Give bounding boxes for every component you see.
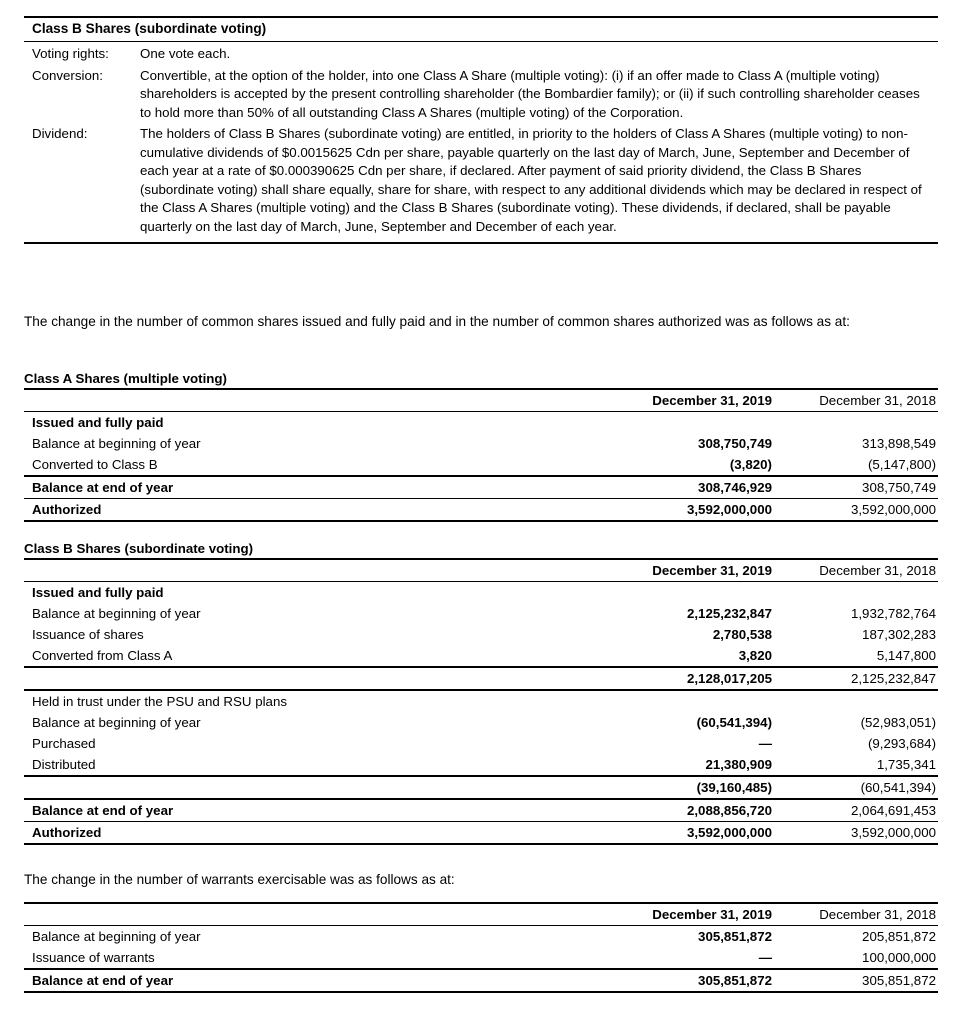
class-a-row-label-0: Issued and fully paid xyxy=(32,415,164,430)
warrants-header-blank xyxy=(24,903,598,926)
class-b-row-y1-3: 3,820 xyxy=(738,648,772,663)
table-row xyxy=(24,412,938,434)
definition-text-voting-rights: One vote each. xyxy=(140,46,231,61)
table-row xyxy=(24,799,938,822)
warrants-row-label-2: Balance at end of year xyxy=(24,969,598,992)
class-a-header-row xyxy=(24,389,938,412)
warrants-row-label-1: Issuance of warrants xyxy=(32,950,155,965)
warrants-row-label-0: Balance at beginning of year xyxy=(32,929,201,944)
class-b-row-y2-1: 1,932,782,764 xyxy=(850,606,936,621)
class-a-header-year2: December 31, 2018 xyxy=(776,389,938,412)
class-b-header-blank xyxy=(24,559,598,582)
definition-row-voting-rights xyxy=(24,45,938,64)
class-b-row-y2-6: (52,983,051) xyxy=(860,715,936,730)
class-a-row-y1-4: 3,592,000,000 xyxy=(598,499,776,522)
class-b-row-label-5: Held in trust under the PSU and RSU plans xyxy=(24,690,598,712)
class-b-header-row xyxy=(24,559,938,582)
class-b-table-caption: Class B Shares (subordinate voting) xyxy=(24,541,254,556)
definition-text-conversion: Convertible, at the option of the holder, into one Class A Share (multiple voting): (i) if an offer made to Class A (multiple voting) shareholders is accepted by the present controlling shareholder (the Bombardier family); or (ii) if such controlling shareholder ceases to hold more than 50% of all outstanding Class A Shares (multiple voting) of the Corporation. xyxy=(140,67,920,120)
warrants-row-y2-2: 305,851,872 xyxy=(776,969,938,992)
class-a-row-y1-0 xyxy=(598,412,776,434)
class-b-header-year2: December 31, 2018 xyxy=(776,559,938,582)
class-a-row-y1-1: 308,750,749 xyxy=(698,436,772,451)
class-b-definition-block xyxy=(24,16,938,244)
warrants-header-row xyxy=(24,903,938,926)
class-b-row-y1-10: 2,088,856,720 xyxy=(598,799,776,822)
class-a-header-year1: December 31, 2019 xyxy=(598,389,776,412)
class-b-row-y2-4: 2,125,232,847 xyxy=(776,667,938,690)
table-row xyxy=(24,822,938,845)
class-b-row-y1-8: 21,380,909 xyxy=(705,757,772,772)
class-b-row-label-10: Balance at end of year xyxy=(24,799,598,822)
class-a-row-label-4: Authorized xyxy=(24,499,598,522)
class-b-row-y1-0 xyxy=(598,582,776,604)
class-b-row-label-4 xyxy=(24,667,598,690)
class-b-row-label-9 xyxy=(24,776,598,799)
class-b-row-y2-7: (9,293,684) xyxy=(867,736,936,751)
class-b-row-label-2: Issuance of shares xyxy=(32,627,144,642)
table-row xyxy=(24,582,938,604)
warrants-row-y1-1: — xyxy=(758,950,772,965)
class-a-row-y2-2: (5,147,800) xyxy=(867,457,936,472)
class-b-row-y1-11: 3,592,000,000 xyxy=(598,822,776,845)
class-b-row-label-1: Balance at beginning of year xyxy=(32,606,201,621)
table-row-subtotal xyxy=(24,667,938,690)
class-a-row-y2-0 xyxy=(776,412,938,434)
class-b-row-y2-2: 187,302,283 xyxy=(862,627,936,642)
warrants-table xyxy=(24,902,938,993)
class-b-table-grid xyxy=(24,558,938,845)
definition-label-voting-rights: Voting rights: xyxy=(32,46,109,61)
table-row xyxy=(24,645,938,667)
warrants-row-y2-0: 205,851,872 xyxy=(862,929,936,944)
table-row xyxy=(24,733,938,754)
class-b-row-label-8: Distributed xyxy=(32,757,96,772)
class-b-row-label-3: Converted from Class A xyxy=(32,648,173,663)
table-row xyxy=(24,624,938,645)
table-row xyxy=(24,476,938,499)
class-b-header-year1: December 31, 2019 xyxy=(598,559,776,582)
class-a-row-y2-1: 313,898,549 xyxy=(862,436,936,451)
class-b-row-y1-4: 2,128,017,205 xyxy=(598,667,776,690)
class-b-row-y2-11: 3,592,000,000 xyxy=(776,822,938,845)
table-row-subtotal xyxy=(24,776,938,799)
class-b-row-label-7: Purchased xyxy=(32,736,96,751)
definition-block-title: Class B Shares (subordinate voting) xyxy=(32,21,267,36)
class-b-row-y2-5 xyxy=(776,690,938,712)
table-row xyxy=(24,433,938,454)
class-a-table-grid xyxy=(24,388,938,522)
class-a-row-label-1: Balance at beginning of year xyxy=(32,436,201,451)
definition-text-dividend: The holders of Class B Shares (subordinate voting) are entitled, in priority to the holders of Class A Shares (multiple voting) to non-cumulative dividends of $0.0015625 Cdn per share, payable quarterly on the last day of March, June, September and December of each year at a rate of $0.000390625 Cdn per share, if declared. After payment of said priority dividend, the Class B Shares (subordinate voting) shall share equally, share for share, with respect to any additional dividends which may be declared in respect of the Class A Shares (multiple voting) and the Class B Shares (subordinate voting). These dividends, if declared, shall be payable quarterly on the last day of March, June, September and December of each year. xyxy=(140,126,922,234)
class-b-row-y1-6: (60,541,394) xyxy=(696,715,772,730)
class-a-row-label-2: Converted to Class B xyxy=(32,457,158,472)
warrants-row-y1-0: 305,851,872 xyxy=(698,929,772,944)
table-row xyxy=(24,454,938,476)
class-b-row-y2-0 xyxy=(776,582,938,604)
table-row xyxy=(24,603,938,624)
class-a-row-y1-3: 308,746,929 xyxy=(598,476,776,499)
table-row xyxy=(24,690,938,712)
warrants-row-y2-1: 100,000,000 xyxy=(862,950,936,965)
class-b-row-label-6: Balance at beginning of year xyxy=(32,715,201,730)
class-a-shares-table xyxy=(24,370,938,522)
definition-bottom-rule xyxy=(24,242,938,244)
class-b-row-y2-10: 2,064,691,453 xyxy=(776,799,938,822)
class-b-row-y1-9: (39,160,485) xyxy=(598,776,776,799)
warrants-row-y1-2: 305,851,872 xyxy=(598,969,776,992)
intro-paragraph: The change in the number of common shares issued and fully paid and in the number of common shares authorized was as follows as at: xyxy=(24,314,850,329)
definition-label-conversion: Conversion: xyxy=(32,67,103,83)
class-a-row-y1-2: (3,820) xyxy=(729,457,772,472)
table-row xyxy=(24,754,938,776)
table-row xyxy=(24,947,938,969)
definition-row-dividend xyxy=(24,125,938,236)
class-b-row-y1-5 xyxy=(598,690,776,712)
class-b-row-y1-7: — xyxy=(758,736,772,751)
definition-label-dividend: Dividend: xyxy=(32,126,88,141)
warrants-header-year2: December 31, 2018 xyxy=(776,903,938,926)
definition-row-conversion xyxy=(24,67,938,123)
class-a-row-y2-4: 3,592,000,000 xyxy=(776,499,938,522)
table-row xyxy=(24,926,938,948)
class-b-row-y2-8: 1,735,341 xyxy=(876,757,936,772)
warrants-paragraph: The change in the number of warrants exercisable was as follows as at: xyxy=(24,872,455,887)
class-b-row-y2-3: 5,147,800 xyxy=(876,648,936,663)
class-b-shares-table xyxy=(24,540,938,845)
class-b-row-y2-9: (60,541,394) xyxy=(776,776,938,799)
class-a-row-y2-3: 308,750,749 xyxy=(776,476,938,499)
warrants-table-grid xyxy=(24,902,938,993)
class-b-row-y1-1: 2,125,232,847 xyxy=(686,606,772,621)
class-b-row-y1-2: 2,780,538 xyxy=(712,627,772,642)
class-a-table-caption: Class A Shares (multiple voting) xyxy=(24,371,227,386)
class-b-row-label-11: Authorized xyxy=(24,822,598,845)
warrants-header-year1: December 31, 2019 xyxy=(598,903,776,926)
table-row xyxy=(24,969,938,992)
table-row xyxy=(24,499,938,522)
class-a-header-blank xyxy=(24,389,598,412)
class-b-row-label-0: Issued and fully paid xyxy=(32,585,164,600)
class-a-row-label-3: Balance at end of year xyxy=(24,476,598,499)
table-row xyxy=(24,712,938,733)
